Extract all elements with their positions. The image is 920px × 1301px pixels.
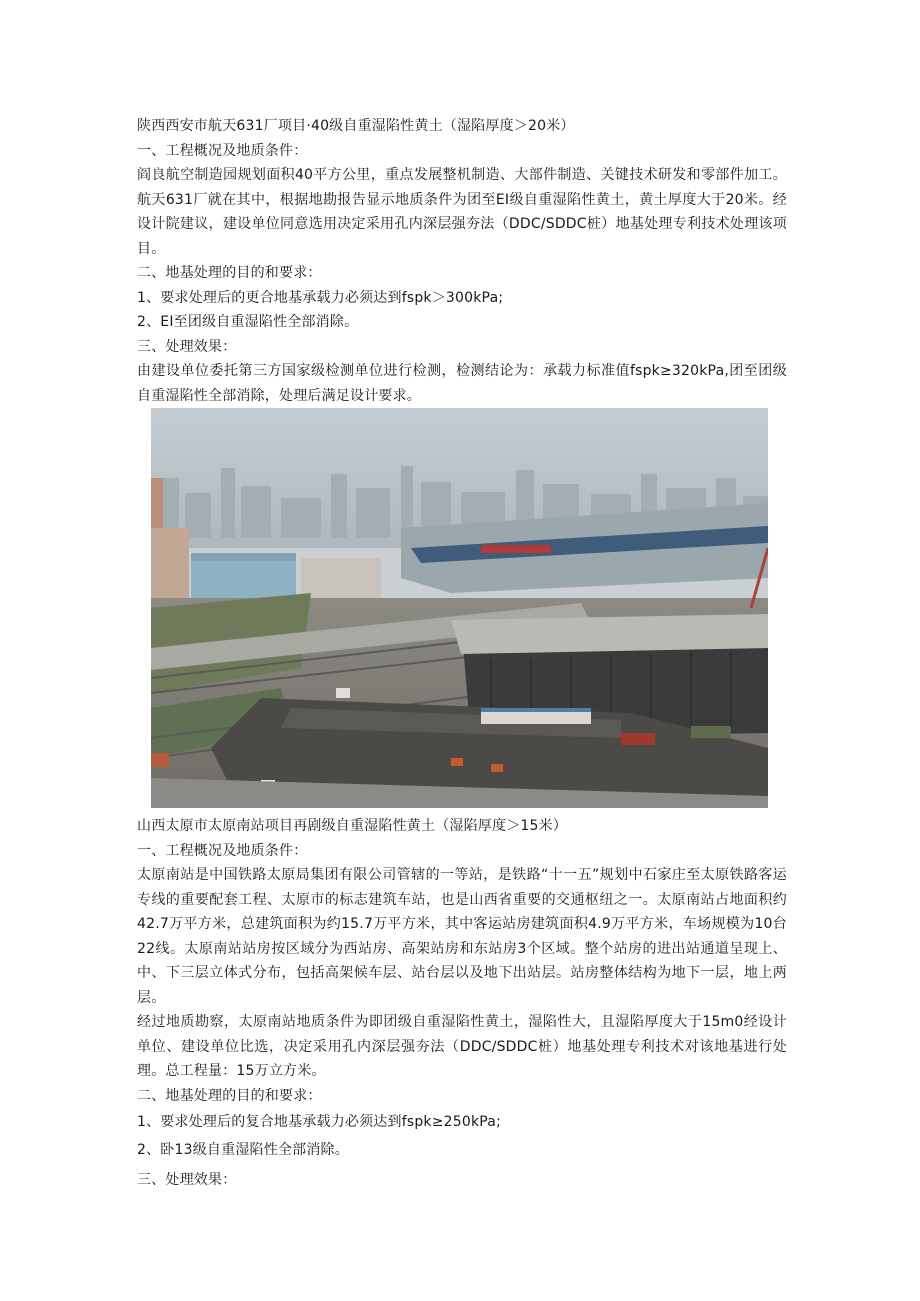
requirement-1: 1、要求处理后的更合地基承载力必须达到fspk＞300kPa; <box>137 289 504 306</box>
section-xian-project <box>137 114 787 408</box>
requirement-2: 2、卧13级自重湿陷性全部消除。 <box>137 1141 349 1158</box>
heading-effect: 三、处理效果： <box>137 1172 237 1188</box>
effect-paragraph: 由建设单位委托第三方国家级检测单位进行检测，检测结论为：承载力标准值fspk≥320kPa,团至团级自重湿陷性全部消除，处理后满足设计要求。 <box>137 363 787 404</box>
section-taiyuan-project <box>137 814 787 1193</box>
requirement-1: 1、要求处理后的复合地基承载力必须达到fspk≥250kPa; <box>137 1114 501 1130</box>
station-photo <box>151 408 768 808</box>
overview-paragraph: 太原南站是中国铁路太原局集团有限公司管辖的一等站，是铁路“十一五”规划中石家庄至太原铁路客运专线的重要配套工程、太原市的标志建筑车站，也是山西省重要的交通枢纽之一。太原南站占地面积约42.7万平方米，总建筑面积为约15.7万平方米，其中客运站房建筑面积4.9万平方米，车场规模为10台22线。太原南站站房按区域分为西站房、高架站房和东站房3个区域。整个站房的进出站通道呈现上、中、下三层立体式分布，包括高架候车层、站台层以及地下出站层。站房整体结构为地下一层，地上两层。 <box>137 867 787 1006</box>
heading-overview: 一、工程概况及地质条件： <box>137 842 308 859</box>
heading-requirements: 二、地基处理的目的和要求： <box>137 1087 322 1104</box>
heading-effect: 三、处理效果： <box>137 338 237 355</box>
requirement-2: 2、EI至团级自重湿陷性全部消除。 <box>137 314 359 330</box>
section-title: 山西太原市太原南站项目再剧级自重湿陷性黄土（湿陷厚度＞15米） <box>137 818 568 834</box>
section-title: 陕西西安市航天631厂项目·40级自重湿陷性黄土（湿陷厚度＞20米） <box>137 118 575 134</box>
heading-requirements: 二、地基处理的目的和要求： <box>137 265 322 281</box>
geology-paragraph: 经过地质勘察，太原南站地质条件为即团级自重湿陷性黄土，湿陷性大，且湿陷厚度大于15m0经设计单位、建设单位比选，决定采用孔内深层强夯法（DDC∕SDDC桩）地基处理专利技术对该地基进行处理。总工程量：15万立方米。 <box>137 1014 787 1079</box>
overview-paragraph: 阎良航空制造园规划面积40平方公里，重点发展整机制造、大部件制造、关键技术研发和零部件加工。航天631厂就在其中，根据地勘报告显示地质条件为团至EI级自重湿陷性黄土，黄土厚度大于20米。经设计院建议，建设单位同意选用决定采用孔内深层强夯法（DDC/SDDC桩）地基处理专利技术处理该项目。 <box>137 167 787 257</box>
heading-overview: 一、工程概况及地质条件： <box>137 142 308 159</box>
